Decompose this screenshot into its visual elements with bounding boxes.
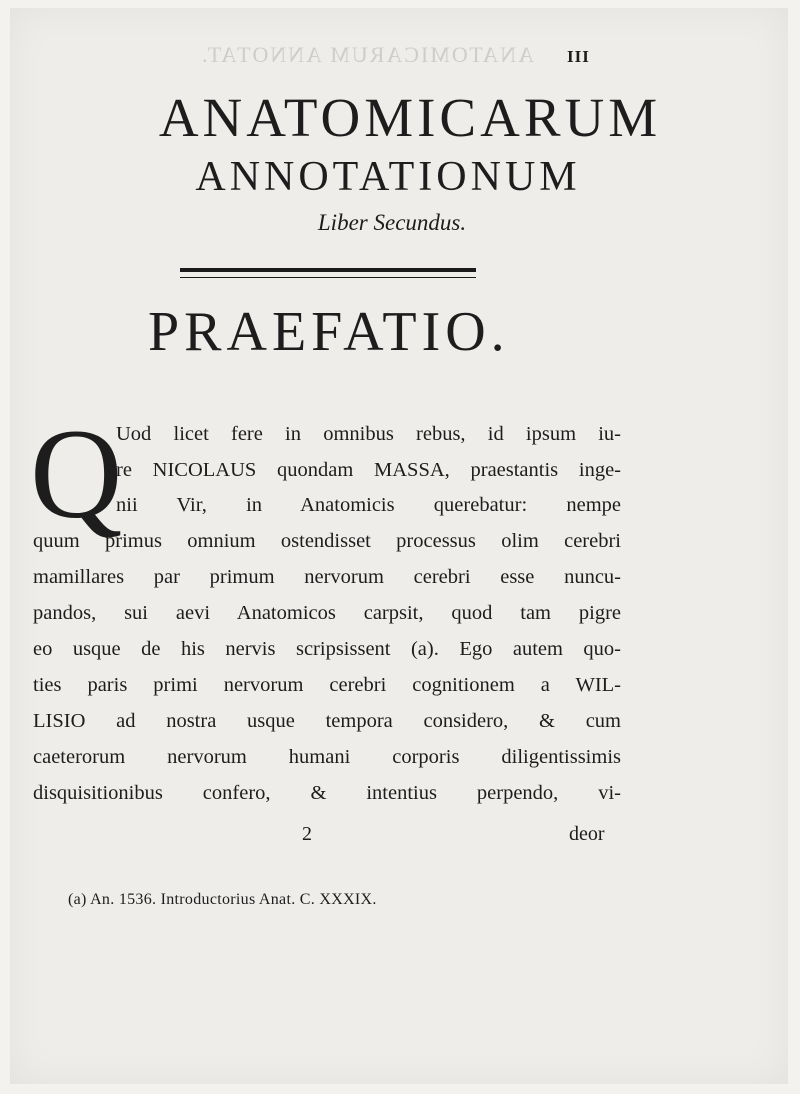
section-heading: PRAEFATIO. bbox=[148, 301, 510, 363]
body-line: pandos, sui aevi Anatomicos carpsit, quod tam pigre bbox=[33, 602, 621, 624]
signature-mark: 2 bbox=[302, 823, 312, 845]
title-line-2: ANNOTATIONUM bbox=[195, 154, 581, 200]
footnote: (a) An. 1536. Introductorius Anat. C. XXXIX. bbox=[68, 891, 377, 908]
bleed-through-text: ANATOMICARUM ANNOTAT. bbox=[200, 42, 534, 67]
body-line: ties paris primi nervorum cerebri cognitionem a WIL- bbox=[33, 674, 621, 696]
page-number: III bbox=[567, 47, 590, 66]
divider-rule bbox=[180, 268, 476, 272]
body-line: Uod licet fere in omnibus rebus, id ipsum iu- bbox=[116, 423, 621, 445]
catchword: deor bbox=[569, 823, 605, 845]
body-line: eo usque de his nervis scripsissent (a). Ego autem quo- bbox=[33, 638, 621, 660]
divider-rule-thin bbox=[180, 277, 476, 278]
body-line: disquisitionibus confero, & intentius perpendo, vi- bbox=[33, 782, 621, 804]
title-line-1: ANATOMICARUM bbox=[158, 87, 662, 148]
body-line: nii Vir, in Anatomicis querebatur: nempe bbox=[116, 494, 621, 516]
body-line: caeterorum nervorum humani corporis diligentissimis bbox=[33, 746, 621, 768]
drop-cap: Q bbox=[30, 403, 123, 545]
body-line: LISIO ad nostra usque tempora considero, & cum bbox=[33, 710, 621, 732]
body-line: mamillares par primum nervorum cerebri esse nuncu- bbox=[33, 566, 621, 588]
body-line: quum primus omnium ostendisset processus olim cerebri bbox=[33, 530, 621, 552]
subtitle: Liber Secundus. bbox=[317, 210, 467, 235]
body-line: re NICOLAUS quondam MASSA, praestantis inge- bbox=[116, 459, 621, 481]
